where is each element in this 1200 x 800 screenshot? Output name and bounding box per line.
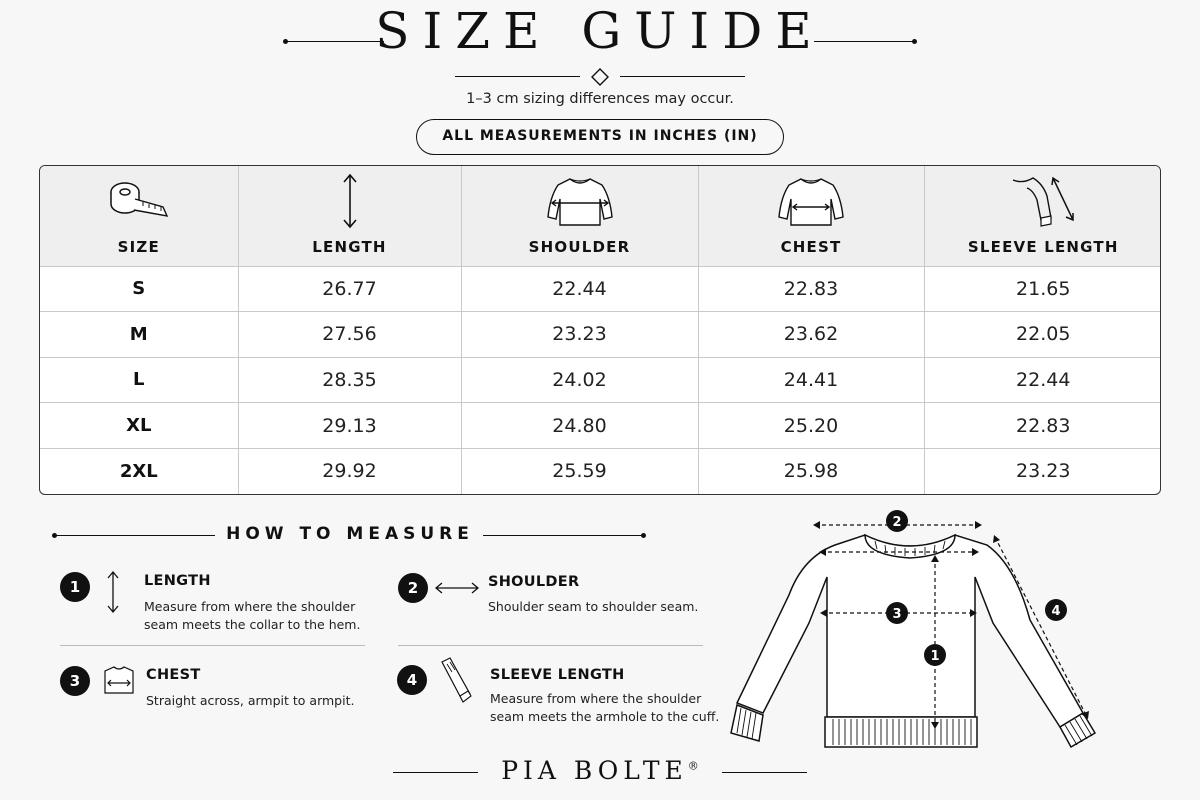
sleeve-length-cell: 22.05 [924,312,1161,358]
step-number-badge: 2 [398,573,428,603]
measure-title-sleeve-length: SLEEVE LENGTH [490,667,625,683]
svg-text:4: 4 [1051,604,1061,619]
divider [60,645,365,646]
sweater-shoulder-icon [544,173,616,229]
diagram-marker-1 [924,644,946,666]
ornament-rule-left [455,76,580,77]
diagram-marker-4 [1045,599,1067,621]
section-rule-left [55,535,215,536]
chest-cell: 25.20 [698,403,924,449]
sleeve-length-cell: 21.65 [924,266,1161,312]
size-cell: XL [40,403,238,449]
shoulder-cell: 23.23 [461,312,698,358]
tape-measure-icon [107,176,171,226]
length-cell: 28.35 [238,357,461,403]
column-header-shoulder [461,166,698,266]
chest-cell: 25.98 [698,448,924,494]
step-number-badge: 3 [60,666,90,696]
step-number-badge: 4 [397,665,427,695]
units-badge: ALL MEASUREMENTS IN INCHES (IN) [416,119,784,155]
size-cell: S [40,266,238,312]
column-label: SIZE [117,237,160,256]
sleeve-length-cell: 22.44 [924,357,1161,403]
length-cell: 27.56 [238,312,461,358]
description-line: Measure from where the shoulder [490,691,702,706]
size-cell: L [40,357,238,403]
sleeve-length-icon [1003,172,1083,230]
sweater-chest-icon [775,173,847,229]
description-line: Shoulder seam to shoulder seam. [488,599,699,614]
horizontal-arrow-icon [434,580,480,596]
sweater-measurement-diagram [725,505,1105,755]
chest-cell: 24.41 [698,357,924,403]
vertical-arrow-icon [340,172,360,230]
shoulder-cell: 22.44 [461,266,698,312]
measure-title-chest: CHEST [146,667,201,683]
table-row [40,403,1161,449]
ornament-rule-right [620,76,745,77]
table-row [40,266,1161,312]
page-title: SIZE GUIDE [375,2,825,60]
measure-title-shoulder: SHOULDER [488,574,580,590]
brand-wordmark: PIA BOLTE [501,756,688,785]
diagram-marker-3 [886,602,908,624]
chest-measure-icon [102,664,136,696]
description-line: seam meets the collar to the hem. [144,617,361,632]
measure-description-length [144,598,360,634]
diagram-marker-2 [886,510,908,532]
rule-dot-right [912,39,917,44]
shoulder-cell: 25.59 [461,448,698,494]
description-line: Measure from where the shoulder [144,599,356,614]
chest-cell: 22.83 [698,266,924,312]
section-rule-right [483,535,643,536]
length-cell: 29.92 [238,448,461,494]
column-header-sleeve-length [924,166,1161,266]
column-label: SHOULDER [528,237,631,256]
column-label: LENGTH [312,237,387,256]
step-number-badge: 1 [60,572,90,602]
rule-dot-right [641,533,646,538]
measure-title-length: LENGTH [144,573,211,589]
svg-text:3: 3 [892,607,902,622]
table-header-row [40,166,1161,266]
footer-rule-left [393,772,478,773]
brand-name [480,756,720,785]
footer-rule-right [722,772,807,773]
diamond-ornament-icon [591,68,609,86]
sleeve-icon [438,656,474,704]
svg-text:2: 2 [892,515,902,530]
description-line: Straight across, armpit to armpit. [146,693,355,708]
column-label: CHEST [780,237,842,256]
registered-mark: ® [687,759,699,773]
section-title: HOW TO MEASURE [226,524,474,544]
length-cell: 26.77 [238,266,461,312]
sweater-outline [737,535,1083,727]
size-table [39,165,1161,495]
column-header-chest [698,166,924,266]
column-header-size [40,166,238,266]
size-cell: 2XL [40,448,238,494]
vertical-arrow-icon [106,570,120,614]
sizing-disclaimer: 1–3 cm sizing differences may occur. [466,91,734,107]
column-header-length [238,166,461,266]
shoulder-cell: 24.80 [461,403,698,449]
size-cell: M [40,312,238,358]
sweater-hem-rib [825,717,977,747]
measure-description-shoulder [488,598,698,616]
table-row [40,357,1161,403]
shoulder-cell: 24.02 [461,357,698,403]
column-label: SLEEVE LENGTH [967,237,1119,256]
table-row [40,448,1161,494]
chest-cell: 23.62 [698,312,924,358]
measure-description-chest [146,692,354,710]
length-cell: 29.13 [238,403,461,449]
sleeve-length-cell: 22.83 [924,403,1161,449]
rule-right [814,41,914,42]
sleeve-length-cell: 23.23 [1016,460,1071,483]
table-row [40,312,1161,358]
description-line: seam meets the armhole to the cuff. [490,709,720,724]
measure-description-sleeve-length [490,690,719,726]
svg-text:1: 1 [930,649,940,664]
divider [398,645,703,646]
